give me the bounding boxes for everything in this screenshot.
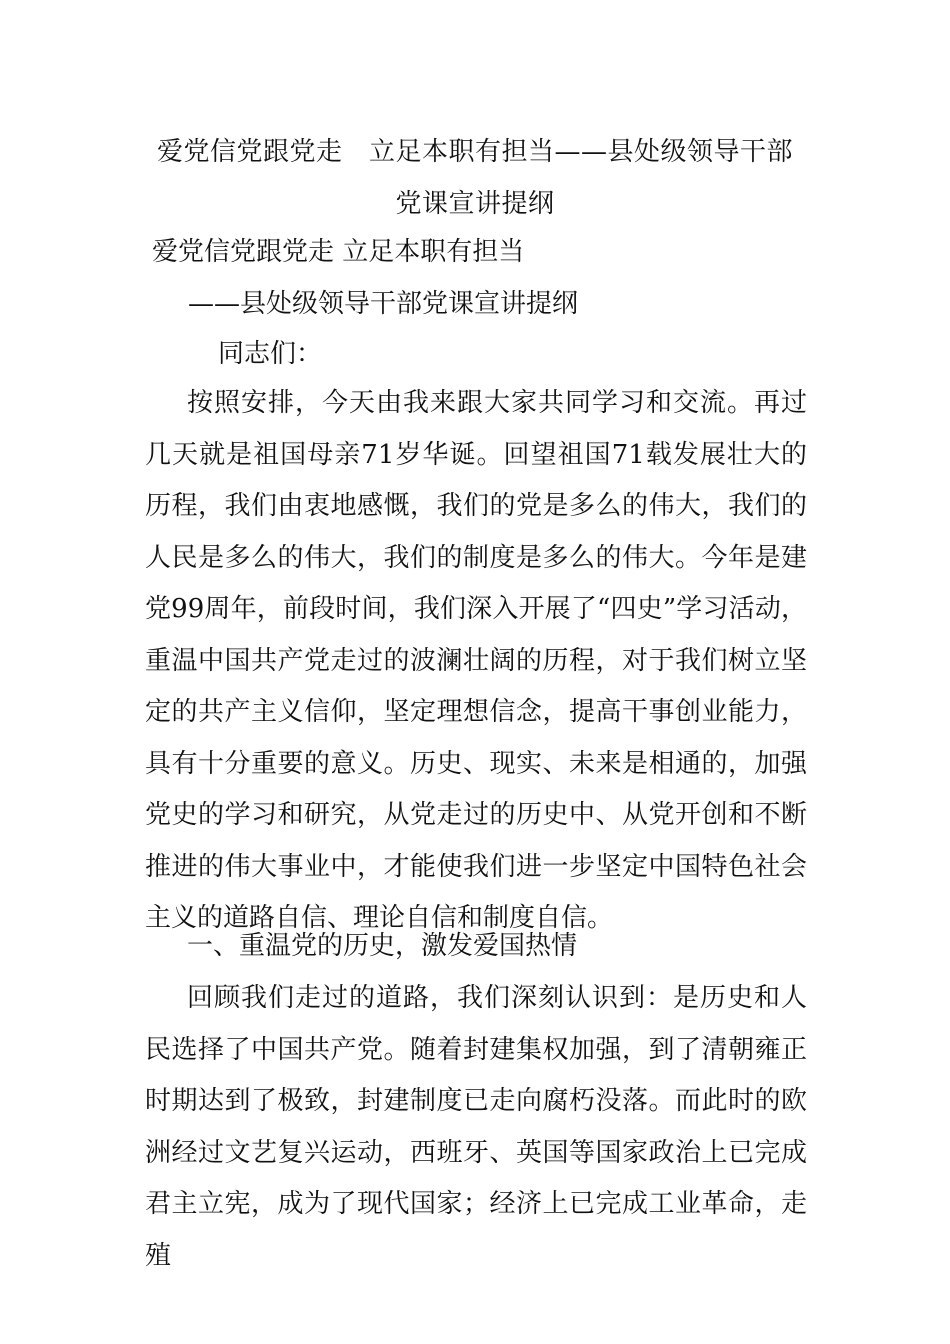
subtitle-line-2: ——县处级领导干部党课宣讲提纲 xyxy=(188,289,579,319)
section-heading-1: 一、重温党的历史，激发爱国热情 xyxy=(187,931,578,961)
subtitle-line-1: 爱党信党跟党走 立足本职有担当 xyxy=(152,237,525,267)
greeting: 同志们： xyxy=(218,339,323,369)
body-paragraph-2: 回顾我们走过的道路，我们深刻认识到：是历史和人民选择了中国共产党。随着封建集权加强，到了清朝雍正时期达到了极致，封建制度已走向腐朽没落。而此时的欧洲经过文艺复兴运动，西班牙、英国等国家政治上已完成君主立宪，成为了现代国家；经济上已完成工业革命，走殖 xyxy=(145,983,807,1271)
document-title: 爱党信党跟党走 立足本职有担当——县处级领导干部党课宣讲提纲 xyxy=(156,137,793,219)
body-paragraph-1: 按照安排，今天由我来跟大家共同学习和交流。再过几天就是祖国母亲71岁华诞。回望祖国71载发展壮大的历程，我们由衷地感慨，我们的党是多么的伟大，我们的人民是多么的伟大，我们的制度是多么的伟大。今年是建党99周年，前段时间，我们深入开展了“四史”学习活动，重温中国共产党走过的波澜壮阔的历程，对于我们树立坚定的共产主义信仰，坚定理想信念，提高干事创业能力，具有十分重要的意义。历史、现实、未来是相通的，加强党史的学习和研究，从党走过的历史中、从党开创和不断推进的伟大事业中，才能使我们进一步坚定中国特色社会主义的道路自信、理论自信和制度自信。 xyxy=(145,388,807,933)
